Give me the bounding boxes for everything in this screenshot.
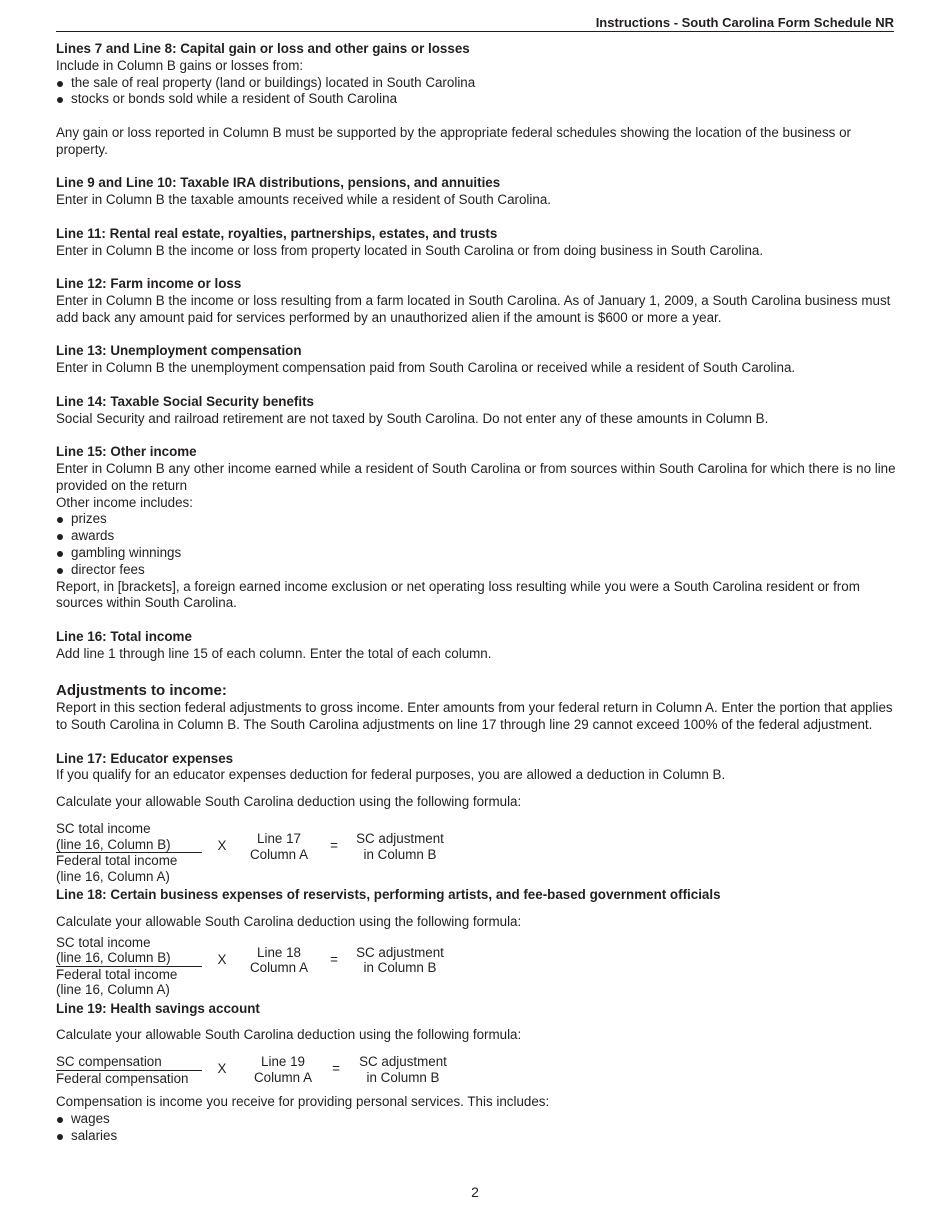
section-intro: Include in Column B gains or losses from: [56, 57, 304, 73]
section-includes: Other income includes: [56, 494, 193, 510]
section-title: Line 12: Farm income or loss [56, 276, 242, 292]
formula-fraction [56, 935, 202, 998]
formula-numerator-line: SC compensation [56, 1054, 202, 1071]
section-body: Enter in Column B the taxable amounts received while a resident of South Carolina. [56, 192, 551, 208]
formula-intro: Calculate your allowable South Carolina deduction using the following formula: [56, 794, 522, 810]
section-title: Line 15: Other income [56, 444, 197, 460]
formula-equals: = [332, 1061, 340, 1077]
formula-fraction [56, 821, 202, 884]
formula-result-line: in Column B [363, 846, 437, 862]
formula [56, 1054, 896, 1088]
section-note: Any gain or loss reported in Column B must be supported by the appropriate federal schedules showing the location of the business or property. [56, 124, 851, 157]
list-item: the sale of real property (land or buildings) located in South Carolina [56, 75, 896, 92]
section-title: Line 14: Taxable Social Security benefits [56, 393, 314, 409]
formula-denominator-line: Federal total income [56, 966, 178, 982]
formula-multiplier-line: Column A [249, 960, 309, 976]
section-title: Line 9 and Line 10: Taxable IRA distributions, pensions, and annuities [56, 175, 501, 191]
section-adjustments [56, 681, 896, 734]
formula-result-line: in Column B [363, 960, 437, 976]
section-line-19 [56, 1001, 896, 1145]
formula-multiplier [242, 945, 316, 976]
formula-intro: Calculate your allowable South Carolina deduction using the following formula: [56, 1027, 522, 1043]
bullet-list [56, 1111, 896, 1145]
section-title: Line 11: Rental real estate, royalties, partnerships, estates, and trusts [56, 225, 498, 241]
document-body [56, 41, 896, 1145]
formula-fraction [56, 1054, 202, 1086]
list-item: salaries [56, 1128, 896, 1145]
formula-multiplier [246, 1054, 320, 1085]
section-lines-7-8 [56, 41, 896, 159]
list-item: prizes [56, 511, 896, 528]
section-body: Compensation is income you receive for providing personal services. This includes: [56, 1094, 550, 1110]
formula-numerator-line: (line 16, Column B) [56, 950, 171, 966]
section-line-13 [56, 343, 896, 377]
formula-result-line: SC adjustment [356, 831, 444, 847]
list-item: wages [56, 1111, 896, 1128]
section-title: Line 17: Educator expenses [56, 750, 234, 766]
page-number: 2 [471, 1184, 479, 1200]
section-line-14 [56, 394, 896, 428]
formula-result-line: in Column B [366, 1069, 440, 1085]
list-item: stocks or bonds sold while a resident of South Carolina [56, 91, 896, 108]
section-line-12 [56, 276, 896, 326]
formula-intro: Calculate your allowable South Carolina deduction using the following formula: [56, 913, 522, 929]
formula-numerator-line: (line 16, Column B) [56, 836, 171, 852]
formula-multiplier-line: Line 18 [257, 944, 301, 960]
formula-multiplier-line: Line 19 [261, 1054, 305, 1070]
section-title: Line 13: Unemployment compensation [56, 343, 302, 359]
formula-numerator-line: SC total income [56, 934, 151, 950]
list-item: awards [56, 528, 896, 545]
formula-denominator-line: Federal compensation [56, 1070, 189, 1086]
bullet-list [56, 511, 896, 578]
formula-multiplier [242, 831, 316, 862]
formula-result [350, 945, 450, 976]
list-item: director fees [56, 562, 896, 579]
formula-multiplier-line: Line 17 [257, 831, 301, 847]
formula-times: X [217, 951, 227, 967]
header-title: Instructions - South Carolina Form Schedule NR [595, 15, 894, 30]
formula-result-line: SC adjustment [359, 1054, 447, 1070]
section-body: Enter in Column B the income or loss from property located in South Carolina or from doing business in South Carolina. [56, 242, 764, 258]
list-item: gambling winnings [56, 545, 896, 562]
section-heading: Adjustments to income: [56, 682, 227, 700]
section-title: Lines 7 and Line 8: Capital gain or loss and other gains or losses [56, 41, 470, 56]
section-body: Report in this section federal adjustments to gross income. Enter amounts from your federal return in Column A. Enter the portion that applies to South Carolina in Column B. The South Carolina adjustments on line 17 through line 29 cannot exceed 100% of the federal adjustment. [56, 700, 893, 733]
section-title: Line 18: Certain business expenses of reservists, performing artists, and fee-based government officials [56, 887, 721, 903]
formula-result [353, 1054, 453, 1085]
formula-denominator-line: Federal total income [56, 853, 178, 869]
formula-denominator-line: (line 16, Column A) [56, 868, 170, 884]
formula-times: X [217, 1061, 227, 1077]
section-line-16 [56, 629, 896, 663]
formula-equals: = [330, 951, 338, 967]
section-line-11 [56, 226, 896, 260]
section-body: If you qualify for an educator expenses deduction for federal purposes, you are allowed a deduction in Column B. [56, 767, 726, 783]
formula-multiplier-line: Column A [249, 846, 309, 862]
section-body: Add line 1 through line 15 of each column. Enter the total of each column. [56, 645, 492, 661]
formula [56, 934, 896, 998]
section-body: Enter in Column B the unemployment compensation paid from South Carolina or received while a resident of South Carolina. [56, 360, 796, 376]
formula-denominator-line: (line 16, Column A) [56, 982, 170, 998]
formula-numerator-line: SC total income [56, 821, 151, 837]
formula-equals: = [330, 838, 338, 854]
section-title: Line 16: Total income [56, 628, 192, 644]
formula-multiplier-line: Column A [253, 1069, 313, 1085]
section-body: Social Security and railroad retirement are not taxed by South Carolina. Do not enter any of these amounts in Column B. [56, 410, 769, 426]
section-line-18 [56, 887, 896, 998]
section-title: Line 19: Health savings account [56, 1000, 260, 1016]
section-lines-9-10 [56, 175, 896, 209]
formula [56, 821, 896, 884]
formula-result-line: SC adjustment [356, 944, 444, 960]
page-header [56, 15, 894, 32]
formula-times: X [217, 838, 227, 854]
section-report: Report, in [brackets], a foreign earned income exclusion or net operating loss resulting while you were a South Carolina resident or from sources within South Carolina. [56, 578, 860, 611]
section-line-17 [56, 750, 896, 884]
formula-result [350, 831, 450, 862]
section-line-15 [56, 444, 896, 612]
section-body: Enter in Column B any other income earned while a resident of South Carolina or from sources within South Carolina for which there is no line provided on the return [56, 460, 896, 493]
bullet-list [56, 75, 896, 109]
section-body: Enter in Column B the income or loss resulting from a farm located in South Carolina. As of January 1, 2009, a South Carolina business must add back any amount paid for services performed by an unauthorized alien if the amount is $600 or more a year. [56, 292, 891, 325]
